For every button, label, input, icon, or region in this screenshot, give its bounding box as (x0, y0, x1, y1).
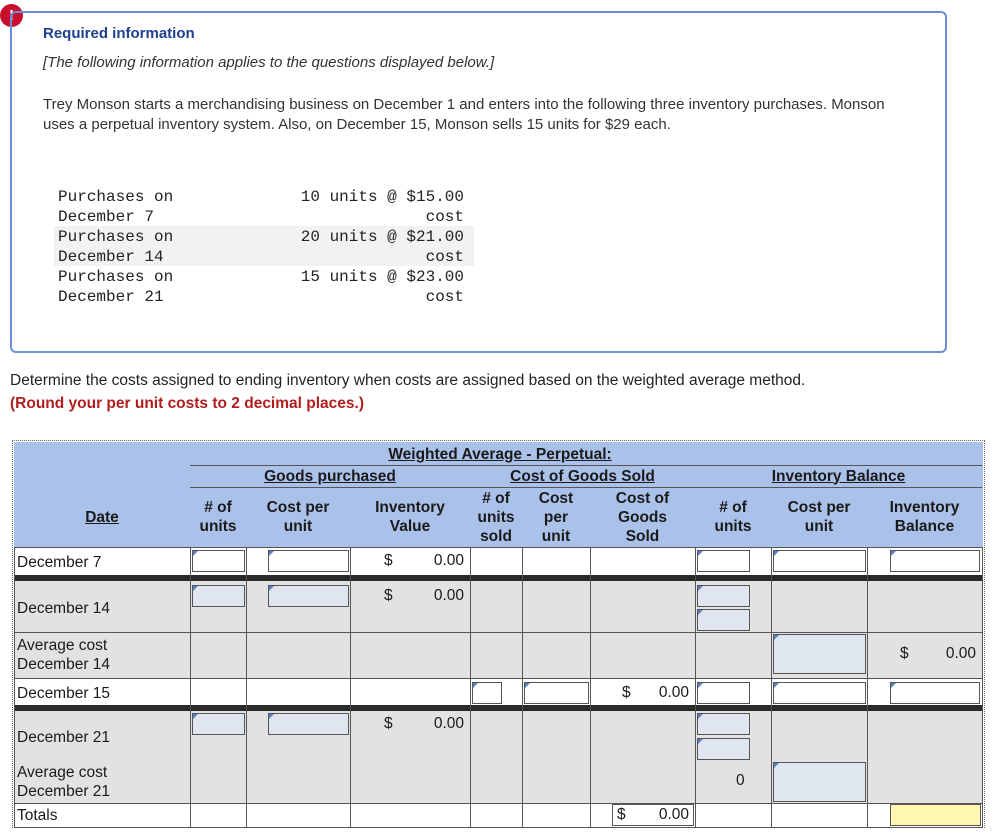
dec21-balance-units-input-2[interactable] (697, 738, 750, 760)
avg14-cost-input[interactable] (773, 634, 866, 674)
purchased-units-header: # of units (199, 499, 237, 535)
dec7-cost-input[interactable] (268, 550, 349, 572)
column-line (695, 548, 696, 828)
header-line (190, 487, 982, 488)
column-line (771, 548, 772, 828)
purchase-label: Purchases on December 14 (58, 228, 174, 266)
dec7-balance-units-input[interactable] (697, 550, 750, 572)
row-label-dec7: December 7 (17, 553, 102, 571)
dec7-units-input[interactable] (192, 550, 245, 572)
balance-value-header: Inventory Balance (889, 499, 960, 535)
column-line (190, 548, 191, 828)
required-information-title: Required information (43, 25, 195, 42)
header-line (190, 465, 982, 466)
row-label-dec14: December 14 (17, 599, 111, 617)
cogs-header: Cost of Goods Sold (615, 489, 670, 545)
purchase-row (54, 186, 474, 226)
dec7-inventory-value: $ 0.00 (384, 552, 464, 569)
purchase-value: 10 units @ $15.00 cost (300, 188, 464, 226)
dec15-sold-cost-input[interactable] (524, 682, 589, 704)
dec21-inventory-value: $ 0.00 (384, 715, 464, 732)
row-line (14, 803, 983, 804)
dec14-inventory-value: $ 0.00 (384, 587, 464, 604)
row-label-totals: Totals (17, 806, 58, 824)
problem-description: Trey Monson starts a merchandising business on December 1 and enters into the following three inventory purchases. Monson uses a perpetual inventory system. Also, on December 15, Monson sells 15 units for $29 each. (43, 96, 885, 133)
row-line (14, 827, 983, 828)
required-information-subtitle: [The following information applies to the questions displayed below.] (43, 54, 495, 71)
purchase-label: Purchases on December 7 (58, 188, 174, 226)
column-line (590, 548, 591, 828)
row-label-avg14: Average cost December 14 (17, 637, 111, 673)
date-column-header: Date (85, 508, 119, 526)
column-line (867, 548, 868, 828)
alert-icon: ! (0, 4, 23, 27)
purchase-value: 20 units @ $21.00 cost (300, 228, 464, 266)
balance-units-header: # of units (714, 499, 752, 535)
purchased-value-header: Inventory Value (375, 499, 445, 535)
total-inventory-balance-cell[interactable] (890, 804, 981, 826)
dec21-units-input[interactable] (192, 713, 245, 735)
total-cogs-value: $ 0.00 (612, 804, 694, 826)
row-label-dec21: December 21 (17, 728, 111, 746)
ledger-row-dec14 (14, 581, 983, 632)
sold-units-header: # of units sold (477, 489, 515, 545)
row-label-avg21: Average cost December 21 (17, 764, 111, 800)
dec21-balance-units-input-1[interactable] (697, 713, 750, 735)
purchase-row (54, 266, 474, 306)
column-line (522, 548, 523, 828)
column-line (246, 548, 247, 828)
dec15-balance-value-input[interactable] (890, 682, 980, 704)
row-line (14, 678, 983, 679)
inventory-balance-header: Inventory Balance (771, 467, 906, 485)
purchased-cost-header: Cost per unit (266, 499, 330, 535)
dec15-balance-cost-input[interactable] (773, 682, 866, 704)
dec7-balance-cost-input[interactable] (773, 550, 866, 572)
dec15-sold-units-input[interactable] (472, 682, 502, 704)
avg14-inventory-balance: $ 0.00 (900, 645, 976, 662)
purchases-table (54, 186, 474, 306)
dec14-units-input[interactable] (192, 585, 245, 607)
purchase-label: Purchases on December 21 (58, 268, 174, 306)
dec15-cogs-value: $ 0.00 (622, 684, 689, 701)
dec14-cost-input[interactable] (268, 585, 349, 607)
sold-cost-header: Cost per unit (538, 489, 574, 545)
avg21-cost-input[interactable] (773, 762, 866, 802)
balance-cost-header: Cost per unit (787, 499, 851, 535)
row-label-dec15: December 15 (17, 684, 111, 702)
question-instruction: Determine the costs assigned to ending inventory when costs are assigned based on the weighted average method. (10, 372, 806, 389)
dec7-balance-value-input[interactable] (890, 550, 980, 572)
ledger-row-dec21 (14, 711, 983, 761)
row-line (14, 632, 983, 633)
avg21-balance-units: 0 (736, 772, 745, 789)
ledger-title: Weighted Average - Perpetual: (388, 445, 612, 463)
purchase-value: 15 units @ $23.00 cost (300, 268, 464, 306)
dec15-balance-units-input[interactable] (697, 682, 750, 704)
dec14-balance-units-input-2[interactable] (697, 609, 750, 631)
column-line (982, 548, 983, 828)
dec21-cost-input[interactable] (268, 713, 349, 735)
cost-of-goods-sold-header: Cost of Goods Sold (510, 467, 655, 485)
column-line (470, 548, 471, 828)
dec14-balance-units-input-1[interactable] (697, 585, 750, 607)
ledger-row-totals (14, 803, 983, 827)
rounding-note: (Round your per unit costs to 2 decimal places.) (10, 395, 364, 412)
purchase-row (54, 226, 474, 266)
column-line (350, 548, 351, 828)
goods-purchased-header: Goods purchased (264, 467, 396, 485)
